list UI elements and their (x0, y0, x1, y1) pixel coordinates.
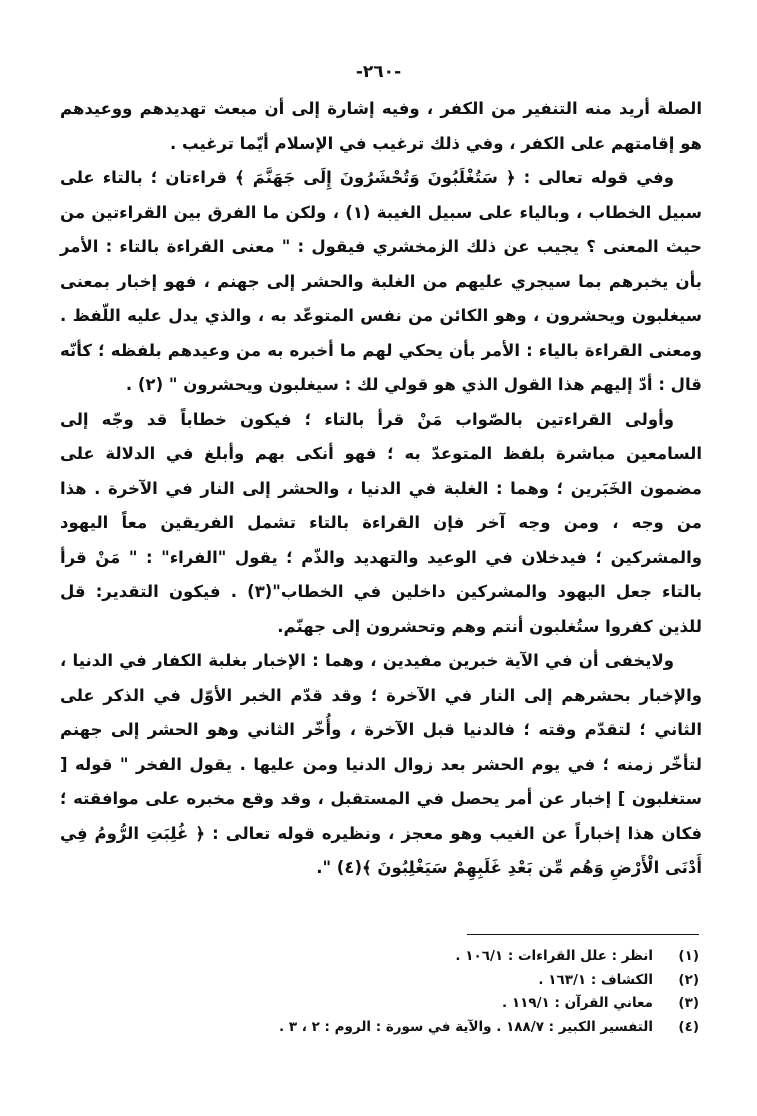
footnote-1 (229, 945, 699, 969)
footnote-number: (٣) (678, 995, 699, 1011)
page-number: -٢٦٠- (355, 62, 402, 82)
footnote-text: معاني القرآن : ١١٩/١ . (502, 995, 653, 1011)
footnote-text: انظر : علل القراءات : ١٠٦/١ . (455, 948, 653, 964)
footnote-text: التفسير الكبير : ١٨٨/٧ . والآية في سورة : الروم : ٢ ، ٣ . (278, 1018, 653, 1035)
main-text (60, 92, 702, 886)
paragraph-2: وفي قوله تعالى : ﴿ سَتُغْلَبُونَ وَتُحْشَرُونَ إِلَى جَهَنَّمَ ﴾ قراءتان ؛ بالتاء على سبيل الخطاب ، وبالياء على سبيل الغيبة (١) ، ولكن ما الفرق بين القراءتين من حيث المعنى ؟ يجيب عن ذلك الزمخشري فيقول : " معنى القراءة بالتاء : الأمر بأن يخبرهم بما سيجري عليهم من الغلبة والحشر إلى جهنم ، فهو إخبار بمعنى سيغلبون ويحشرون ، وهو الكائن من نفس المتوعّد به ، والذي يدل عليه اللّفظ . ومعنى القراءة بالياء : الأمر بأن يحكي لهم ما أخبره به من وعيدهم بلفظه ؛ كأنّه قال : أدّ إليهم هذا القول الذي هو قولي لك : سيغلبون ويحشرون " (٢) . (60, 168, 702, 394)
footnote-2 (229, 969, 699, 993)
footnotes (229, 945, 699, 1039)
footnote-text: الكشاف : ١٦٣/١ . (538, 971, 653, 988)
footnote-number: (١) (678, 948, 699, 964)
footnote-number: (٢) (678, 971, 699, 988)
paragraph-1: الصلة أريد منه التنفير من الكفر ، وفيه إشارة إلى أن مبعث تهديدهم ووعيدهم هو إقامتهم على الكفر ، وفي ذلك ترغيب في الإسلام أيّما ترغيب . (60, 99, 702, 153)
footnote-divider (467, 934, 699, 935)
paragraph-4: ولايخفى أن في الآية خبرين مفيدين ، وهما : الإخبار بغلبة الكفار في الدنيا ، والإخبار بحشرهم إلى النار في الآخرة ؛ وقد قدّم الخبر الأوّل في الذكر على الثاني ؛ لتقدّم وقته ؛ فالدنيا قبل الآخرة ، وأُخّر الثاني وهو الحشر إلى جهنم لتأخّر زمنه ؛ في يوم الحشر بعد زوال الدنيا ومن عليها . يقول الفخر " قوله [ ستغلبون ] إخبار عن أمر يحصل في المستقبل ، وقد وقع مخبره على موافقته ؛ فكان هذا إخباراً عن الغيب وهو معجز ، ونظيره قوله تعالى : ﴿ غُلِبَتِ الرُّومُ فِي أَدْنَى الْأَرْضِ وَهُم مِّن بَعْدِ غَلَبِهِمْ سَيَغْلِبُونَ ﴾(٤) ". (60, 651, 702, 877)
footnote-4 (229, 1016, 699, 1040)
footnote-3 (229, 992, 699, 1016)
paragraph-3: وأولى القراءتين بالصّواب مَنْ قرأ بالتاء ؛ فيكون خطاباً قد وجّه إلى السامعين مباشرة بلفظ المتوعدّ به ؛ فهو أنكى بهم وأبلغ في الدلالة على مضمون الخَبَرين ؛ وهما : الغلبة في الدنيا ، والحشر إلى النار في الآخرة . هذا من وجه ، ومن وجه آخر فإن القراءة بالتاء تشمل الفريقين معاً اليهود والمشركين ؛ فيدخلان في الوعيد والتهديد والذّم ؛ يقول "الفراء" : " مَنْ قرأ بالتاء جعل اليهود والمشركين داخلين في الخطاب"(٣) . فيكون التقدير: قل للذين كفروا ستُغلبون أنتم وهم وتحشرون إلى جهنّم. (60, 409, 702, 636)
footnote-number: (٤) (678, 1018, 699, 1035)
